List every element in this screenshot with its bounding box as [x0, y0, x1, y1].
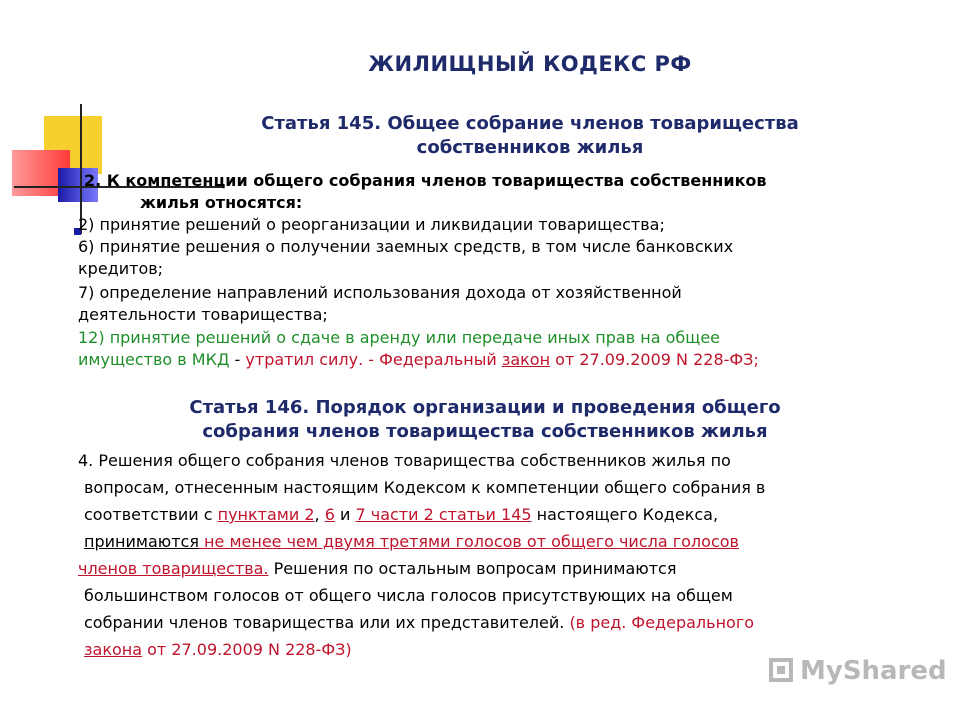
article-145-item-6-line1: 6) принятие решения о получении заемных средств, в том числе банковских — [78, 237, 734, 256]
line4-two-thirds: не менее чем двумя третями голосов от общего числа голосов — [198, 532, 739, 551]
article-145-item-7-line1: 7) определение направлений использования дохода от хозяйственной — [78, 283, 682, 302]
article-146-line1: 4. Решения общего собрания членов товарищества собственников жилья по — [78, 451, 731, 470]
line7-text: собрании членов товарищества или их представителей. — [84, 613, 570, 632]
article-145-heading-line2: собственников жилья — [416, 137, 644, 158]
line5-members: членов товарищества. — [78, 559, 269, 578]
item-12-date: от 27.09.2009 N 228-ФЗ; — [550, 350, 759, 369]
slide-title: ЖИЛИЩНЫЙ КОДЕКС РФ — [368, 52, 692, 76]
article-146-line4 — [84, 531, 739, 553]
article-145-lead-line1: 2. К компетенции общего собрания членов товарищества собственников — [84, 171, 767, 190]
article-146-line8 — [84, 639, 352, 661]
link-punkt-7-article-145[interactable]: 7 части 2 статьи 145 — [355, 505, 532, 524]
line3-and: и — [334, 505, 356, 524]
item-12-green-text: имущество в МКД — [78, 350, 230, 369]
article-146-heading — [80, 396, 890, 444]
item-12-law-link[interactable]: закон — [501, 350, 551, 369]
article-146-line5 — [78, 558, 676, 580]
article-145-item-12-line2 — [78, 349, 759, 371]
line3-comma: , — [314, 505, 325, 524]
article-145-heading — [190, 112, 870, 160]
link-punkt-6[interactable]: 6 — [324, 505, 335, 524]
line8-law-link[interactable]: закона — [84, 640, 143, 659]
article-145-item-12-line1: 12) принятие решений о сдаче в аренду или передаче иных прав на общее — [78, 328, 720, 347]
article-146-line7 — [84, 612, 754, 634]
item-12-dash: - — [229, 350, 246, 369]
line5-rest: Решения по остальным вопросам принимаются — [268, 559, 677, 578]
line4-prinimayutsya: принимаются — [84, 532, 199, 551]
article-146-heading-line2: собрания членов товарищества собственников жилья — [202, 421, 768, 442]
article-145-lead-line2: жилья относятся: — [140, 193, 303, 212]
line3-suffix: настоящего Кодекса, — [531, 505, 719, 524]
myshared-logo-icon — [768, 657, 794, 683]
article-145-item-6-line2: кредитов; — [78, 259, 164, 278]
line3-prefix: соответствии с — [84, 505, 218, 524]
article-146-line6: большинством голосов от общего числа голосов присутствующих на общем — [84, 586, 733, 605]
link-punkt-2[interactable]: пунктами 2 — [217, 505, 315, 524]
article-145-item-2: 2) принятие решений о реорганизации и ликвидации товарищества; — [78, 215, 665, 234]
article-145-item-7-line2: деятельности товарищества; — [78, 305, 328, 324]
line8-date: от 27.09.2009 N 228-ФЗ) — [142, 640, 352, 659]
line7-red: (в ред. Федерального — [569, 613, 755, 632]
article-146-line3 — [84, 504, 718, 526]
article-146-line2: вопросам, отнесенным настоящим Кодексом к компетенции общего собрания в — [84, 478, 766, 497]
watermark-text: MyShared — [800, 656, 947, 686]
watermark — [768, 656, 947, 686]
article-145-heading-line1: Статья 145. Общее собрание членов товарищества — [261, 113, 799, 134]
article-146-heading-line1: Статья 146. Порядок организации и проведения общего — [189, 397, 781, 418]
item-12-lost-force: утратил силу. - Федеральный — [245, 350, 502, 369]
